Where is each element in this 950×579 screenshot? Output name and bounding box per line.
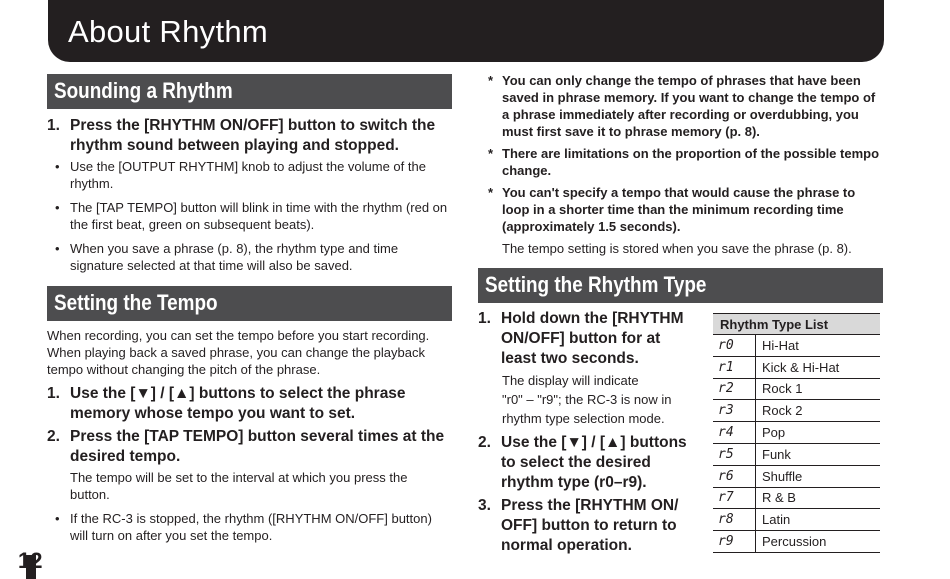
rhythm-code: r5 (713, 443, 756, 465)
rhythm-code: r0 (713, 335, 756, 357)
table-row (713, 487, 880, 509)
table-row (713, 531, 880, 553)
table-row (713, 335, 880, 357)
rhythm-name: Kick & Hi-Hat (756, 356, 881, 378)
rhythm-code: r8 (713, 509, 756, 531)
table-row (713, 378, 880, 400)
table-row (713, 356, 880, 378)
rhythm-name: Shuffle (756, 465, 881, 487)
table-row (713, 443, 880, 465)
tempo-intro: When recording, you can set the tempo before you start recording. When playing back a saved phrase, you can change the playback tempo without changing the pitch of the phrase. (47, 328, 430, 377)
rhythm-code: r4 (713, 422, 756, 444)
table-row (713, 509, 880, 531)
rhythm-name: Rock 1 (756, 378, 881, 400)
asterisk-icon: * (488, 185, 494, 200)
page-number: 12 (18, 548, 43, 573)
page-title: About Rhythm (68, 14, 269, 49)
rhythm-code: r1 (713, 356, 756, 378)
asterisk-icon: * (488, 73, 494, 88)
rhythm-code: r6 (713, 465, 756, 487)
bullet-icon: • (55, 200, 60, 215)
page-header (48, 0, 884, 62)
asterisk-icon: * (488, 146, 494, 161)
rhythm-code: r9 (713, 531, 756, 553)
rhythm-name: Funk (756, 443, 881, 465)
table-row (713, 465, 880, 487)
rhythm-step-1-detail: The display will indicate "r0" – "r9"; the RC-3 is now in rhythm type selection mode. (502, 373, 672, 426)
rhythm-code: r3 (713, 400, 756, 422)
table-header: Rhythm Type List (713, 314, 880, 335)
rhythm-name: R & B (756, 487, 881, 509)
bullet-icon: • (55, 511, 60, 526)
rhythm-name: Latin (756, 509, 881, 531)
tempo-step-2-detail: The tempo will be set to the interval at which you press the button. (70, 470, 408, 502)
section-heading-sounding: Sounding a Rhythm (47, 74, 452, 109)
rhythm-name: Percussion (756, 531, 881, 553)
section-heading-tempo: Setting the Tempo (47, 286, 452, 321)
bullet-icon: • (55, 159, 60, 174)
rhythm-code: r2 (713, 378, 756, 400)
table-row (713, 400, 880, 422)
bullet-icon: • (55, 241, 60, 256)
notes-footer: The tempo setting is stored when you save the phrase (p. 8). (502, 241, 852, 256)
table-header-row (713, 314, 880, 335)
rhythm-name: Pop (756, 422, 881, 444)
rhythm-name: Rock 2 (756, 400, 881, 422)
rhythm-code: r7 (713, 487, 756, 509)
section-heading-rhythm-type: Setting the Rhythm Type (478, 268, 883, 303)
rhythm-name: Hi-Hat (756, 335, 881, 357)
table-row (713, 422, 880, 444)
rhythm-type-table (713, 313, 880, 553)
